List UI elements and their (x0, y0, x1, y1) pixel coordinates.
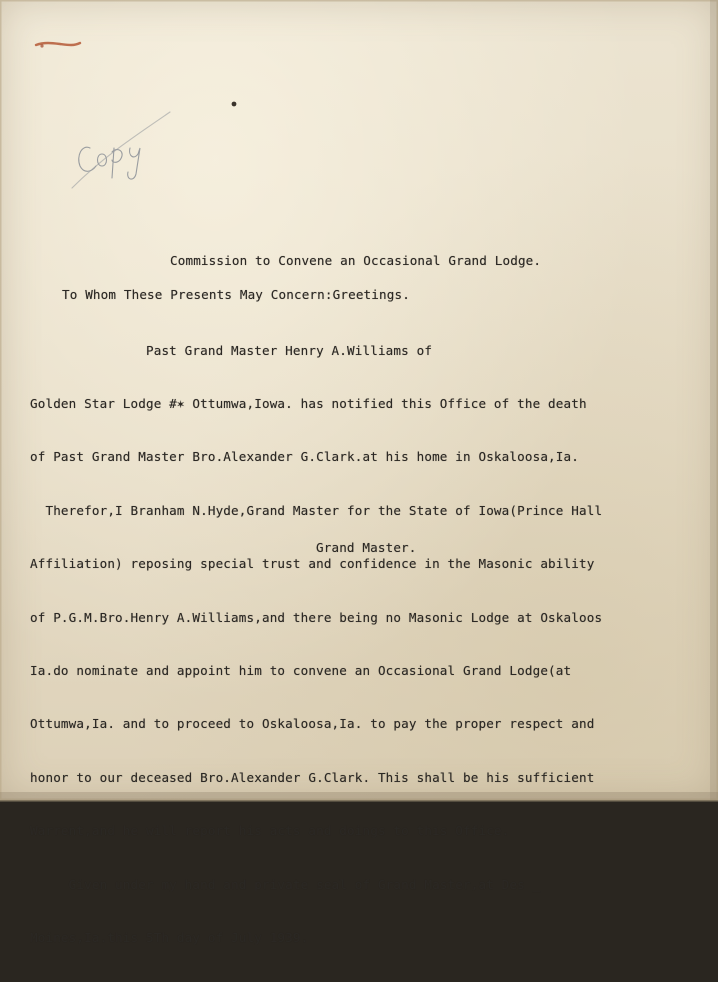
body-line: Warrent,and he will report his acts and doings to this Office. (30, 823, 510, 839)
body-line: of P.G.M.Bro.Henry A.Williams,and there being no Masonic Lodge at Oskaloos (30, 609, 603, 625)
body-line: honor to our deceased Bro.Alexander G.Clark. This shall be his sufficient (30, 769, 595, 785)
ink-dot-mark (230, 100, 238, 108)
body-line: Ia.do nominate and appoint him to convene an Occasional Grand Lodge(at (30, 662, 572, 678)
body-line: Therefor,I Branham N.Hyde,Grand Master for the State of Iowa(Prince Hall (30, 502, 603, 518)
letter-body (30, 306, 602, 982)
salutation: To Whom These Presents May Concern:Greetings. (62, 287, 410, 302)
signature-line: Grand Master. (316, 540, 417, 555)
body-line: Given under my hand and private seal of Grand Master,at Des _ (30, 876, 541, 892)
body-line: Affiliation) reposing special trust and confidence in the Masonic ability (30, 556, 595, 572)
body-line: Ottumwa,Ia. and to proceed to Oskaloosa,Ia. to pay the proper respect and (30, 716, 595, 732)
body-line: Golden Star Lodge #✶ Ottumwa,Iowa. has notified this Office of the death (30, 395, 587, 411)
handwritten-copy-note (62, 108, 174, 198)
body-line: of Past Grand Master Bro.Alexander G.Clark.at his home in Oskaloosa,Ia. (30, 449, 579, 465)
body-line: Past Grand Master Henry A.Williams of (30, 342, 433, 358)
document-title: Commission to Convene an Occasional Grand Lodge. (170, 253, 542, 268)
body-line: Moines,Ia.this 5Th day of July 1939. (30, 929, 309, 945)
ink-smudge-mark (34, 38, 84, 50)
